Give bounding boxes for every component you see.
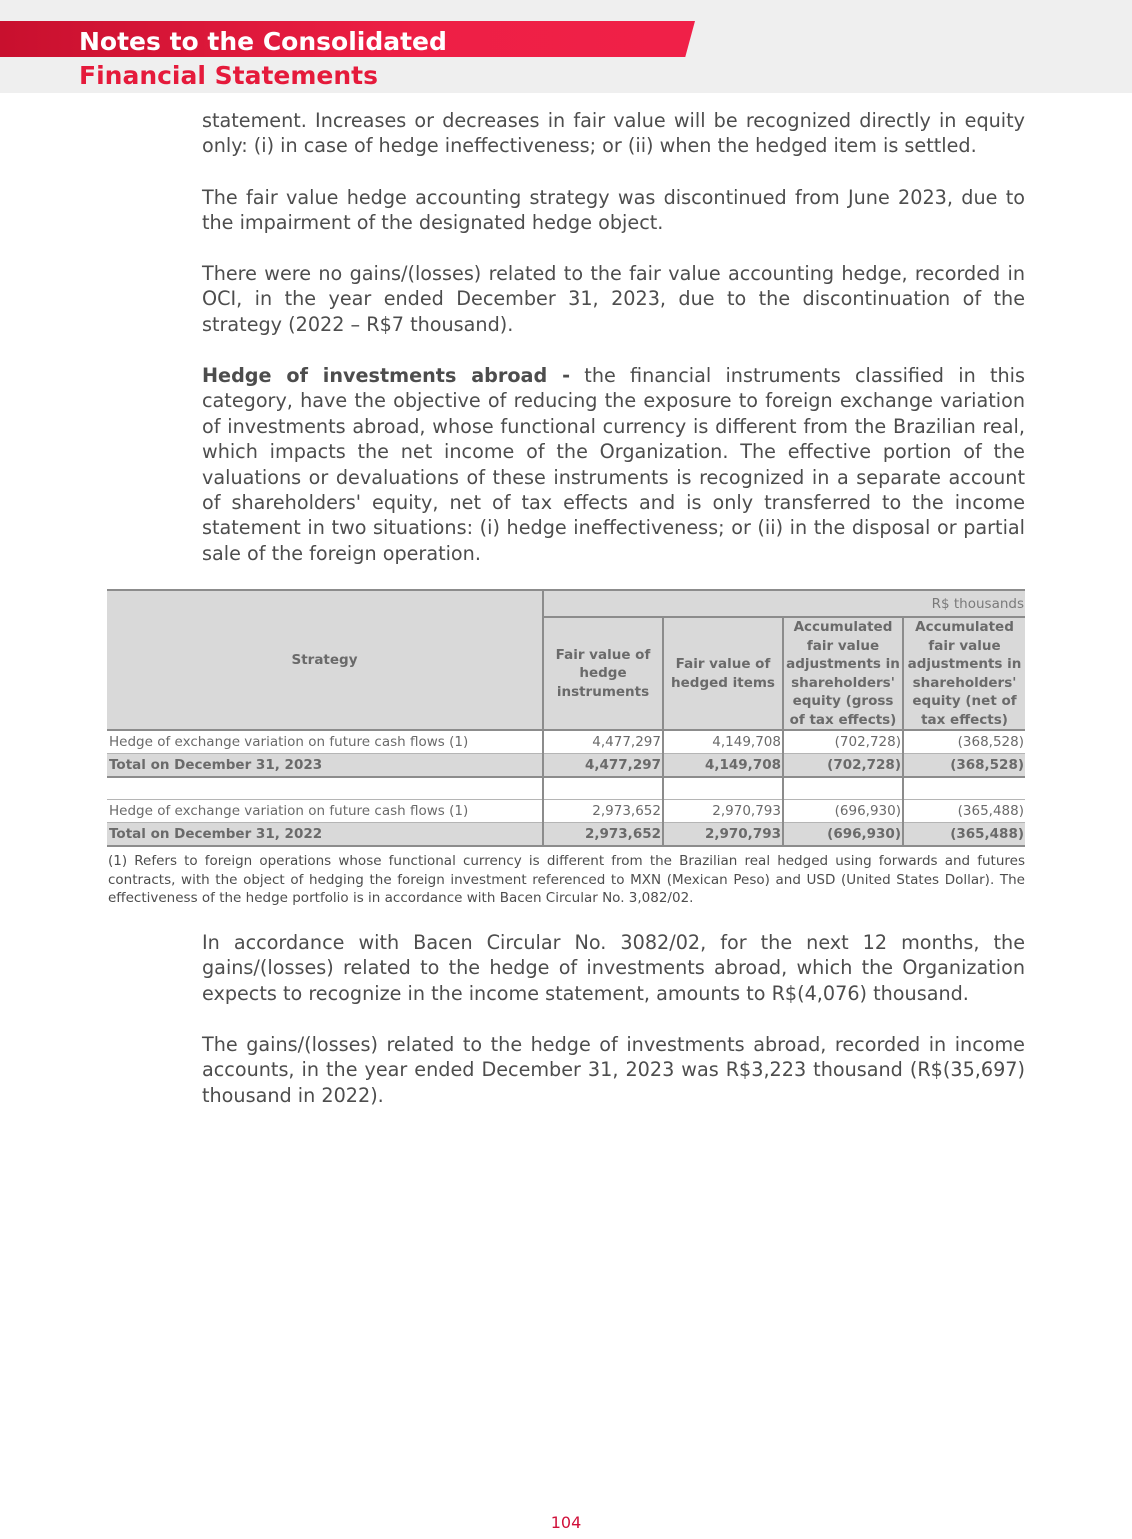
section-title-line1: Notes to the Consolidated: [79, 27, 447, 56]
cell-value: 4,149,708: [663, 730, 783, 754]
paragraph-4-heading: Hedge of investments abroad -: [202, 364, 571, 387]
table-total-row: [107, 823, 1025, 847]
paragraph-2: The fair value hedge accounting strategy was discontinued from June 2023, due to the impairment of the designated hedge object.: [202, 186, 1025, 235]
page-number: 104: [550, 1513, 582, 1532]
cell-value: 4,477,297: [543, 730, 663, 754]
table-total-row: [107, 754, 1025, 778]
table-units: R$ thousands: [543, 590, 1025, 617]
row-label: Total on December 31, 2023: [107, 754, 543, 778]
cell-value: (696,930): [783, 823, 903, 847]
paragraph-3: There were no gains/(losses) related to the fair value accounting hedge, recorded in OCI, in the year ended December 31, 2023, due to the discontinuation of the strategy (2022 – R$7 thousand).: [202, 262, 1025, 336]
cell-value: 2,970,793: [663, 823, 783, 847]
cell-value: (368,528): [903, 730, 1025, 754]
cell-value: 4,477,297: [543, 754, 663, 778]
header-fair-value-hedge-instruments: Fair value of hedge instruments: [543, 617, 663, 730]
table-spacer-row: [107, 777, 1025, 800]
row-label: Hedge of exchange variation on future cash flows (1): [107, 800, 543, 823]
header-fair-value-hedged-items: Fair value of hedged items: [663, 617, 783, 730]
cell-value: (365,488): [903, 800, 1025, 823]
header-strategy: Strategy: [107, 590, 543, 730]
paragraph-1: statement. Increases or decreases in fair value will be recognized directly in equity only: (i) in case of hedge ineffectiveness; or (ii) when the hedged item is settled.: [202, 109, 1025, 158]
hedge-table: [107, 589, 1025, 847]
row-label: Hedge of exchange variation on future cash flows (1): [107, 730, 543, 754]
cell-value: (702,728): [783, 730, 903, 754]
cell-value: (368,528): [903, 754, 1025, 778]
table-footnote: (1) Refers to foreign operations whose functional currency is different from the Brazilian real hedged using forwards and futures contracts, with the object of hedging the foreign investment referenced to MXN (Mexican Peso) and USD (United States Dollar). The effectiveness of the hedge portfolio is in accordance with Bacen Circular No. 3,082/02.: [108, 853, 1025, 906]
section-title-line2: Financial Statements: [79, 61, 379, 90]
cell-value: 2,973,652: [543, 800, 663, 823]
header-accumulated-gross: Accumulated fair value adjustments in shareholders' equity (gross of tax effects): [783, 617, 903, 730]
table-row: [107, 800, 1025, 823]
paragraph-4: [202, 363, 1025, 566]
table-row: [107, 730, 1025, 754]
cell-value: (696,930): [783, 800, 903, 823]
cell-value: 4,149,708: [663, 754, 783, 778]
paragraph-6: The gains/(losses) related to the hedge of investments abroad, recorded in income accounts, in the year ended December 31, 2023 was R$3,223 thousand (R$(35,697) thousand in 2022).: [202, 1033, 1025, 1107]
row-label: Total on December 31, 2022: [107, 823, 543, 847]
cell-value: 2,970,793: [663, 800, 783, 823]
header-accumulated-net: Accumulated fair value adjustments in shareholders' equity (net of tax effects): [903, 617, 1025, 730]
paragraph-5: In accordance with Bacen Circular No. 3082/02, for the next 12 months, the gains/(losses) related to the hedge of investments abroad, which the Organization expects to recognize in the income statement, amounts to R$(4,076) thousand.: [202, 931, 1025, 1005]
cell-value: 2,973,652: [543, 823, 663, 847]
paragraph-4-text: the financial instruments classified in this category, have the objective of reducing the exposure to foreign exchange variation of investments abroad, whose functional currency is different from the Brazilian real, which impacts the net income of the Organization. The effective portion of the valuations or devaluations of these instruments is recognized in a separate account of shareholders' equity, net of tax effects and is only transferred to the income statement in two situations: (i) hedge ineffectiveness; or (ii) in the disposal or partial sale of the foreign operation.: [202, 364, 1026, 565]
cell-value: (365,488): [903, 823, 1025, 847]
cell-value: (702,728): [783, 754, 903, 778]
